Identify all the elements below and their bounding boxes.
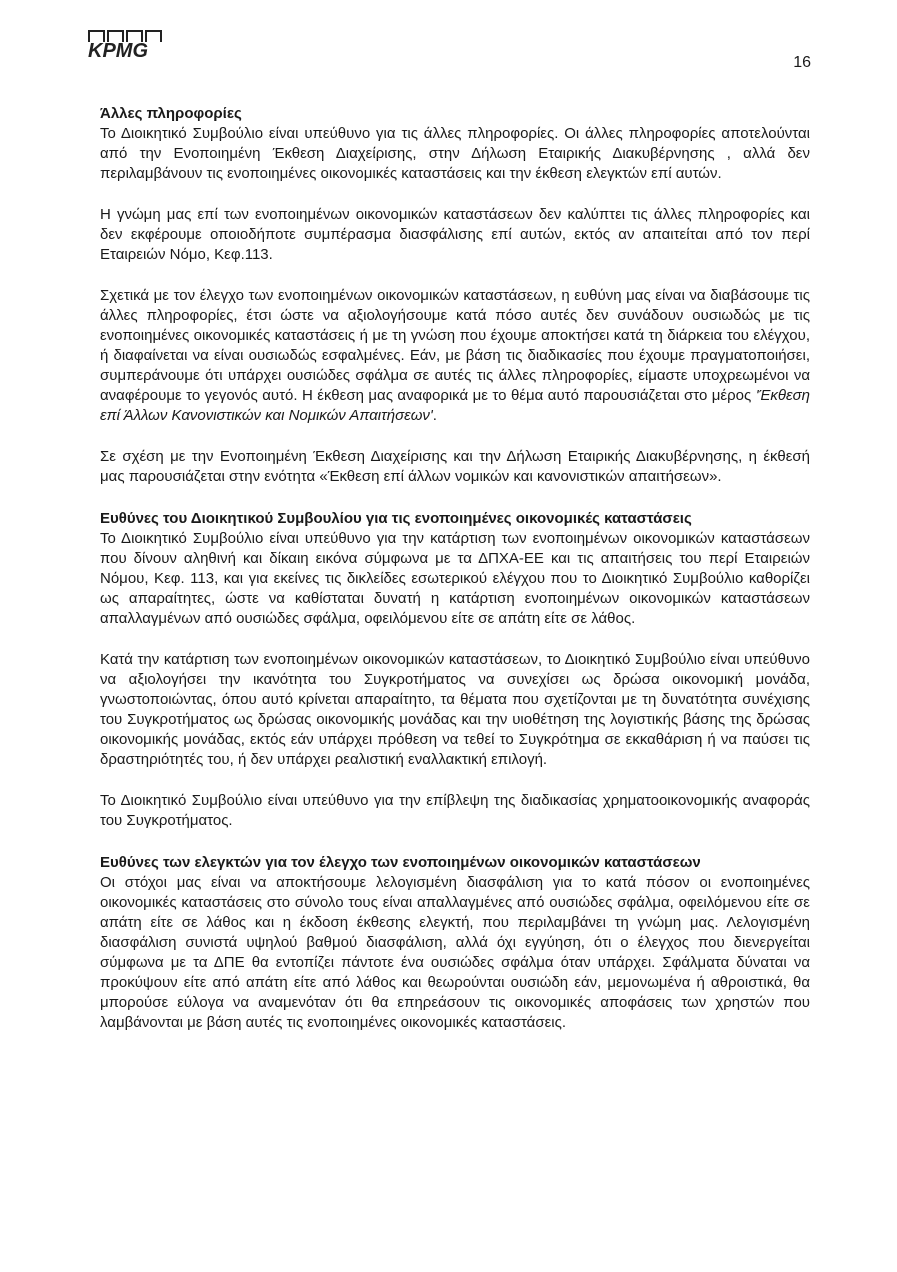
- paragraph: Το Διοικητικό Συμβούλιο είναι υπεύθυνο για τις άλλες πληροφορίες. Οι άλλες πληροφορίες αποτελούνται από την Ενοποιημένη Έκθεση Διαχείρισης, στην Δήλωση Εταιρικής Διακυβέρνησης , αλλά δεν περιλαμβάνουν τις ενοποιημένες οικονομικές καταστάσεις και την έκθεση ελεγκτών επί αυτών.: [100, 125, 810, 182]
- paragraph: Σε σχέση με την Ενοποιημένη Έκθεση Διαχείρισης και την Δήλωση Εταιρικής Διακυβέρνησης, η έκθεσή μας παρουσιάζεται στην ενότητα «Έκθεση επί άλλων νομικών και κανονιστικών απαιτήσεων».: [100, 448, 810, 485]
- section-other-information: [100, 104, 810, 487]
- heading-auditor-responsibilities: Ευθύνες των ελεγκτών για τον έλεγχο των ενοποιημένων οικονομικών καταστάσεων: [100, 854, 701, 871]
- paragraph: Οι στόχοι μας είναι να αποκτήσουμε λελογισμένη διασφάλιση για το κατά πόσον οι ενοποιημένες οικονομικές καταστάσεις στο σύνολο τους είναι απαλλαγμένες από ουσιώδες σφάλμα, οφειλόμενου είτε σε απάτη είτε σε λάθος και η έκδοση έκθεσης ελεγκτή, που περιλαμβάνει τη γνώμη μας. Λελογισμένη διασφάλιση συνιστά υψηλού βαθμού διασφάλιση, αλλά όχι εγγύηση, ότι ο έλεγχος που διενεργείται σύμφωνα με τα ΔΠΕ θα εντοπίζει πάντοτε ένα ουσιώδες σφάλμα όταν υπάρχει. Σφάλματα δύναται να προκύψουν είτε από απάτη είτε από λάθος και θεωρούνται ουσιώδη εάν, μεμονωμένα ή αθροιστικά, θα μπορούσε εύλογα να αναμενόταν ότι θα επηρεάσουν τις οικονομικές αποφάσεις των χρηστών που λαμβάνονται με βάση αυτές τις ενοποιημένες οικονομικές καταστάσεις.: [100, 874, 810, 1031]
- paragraph: Το Διοικητικό Συμβούλιο είναι υπεύθυνο για την κατάρτιση των ενοποιημένων οικονομικών καταστάσεων που δίνουν αληθινή και δίκαιη εικόνα σύμφωνα με τα ΔΠΧΑ-ΕΕ και τις απαιτήσεις του περί Εταιρειών Νόμου, Κεφ. 113, και για εκείνες τις δικλείδες εσωτερικού ελέγχου που το Διοικητικό Συμβούλιο καθορίζει ως απαραίτητες, ώστε να καθίσταται δυνατή η κατάρτιση ενοποιημένων οικονομικών καταστάσεων απαλλαγμένων από ουσιώδες σφάλμα, οφειλόμενου είτε σε απάτη είτε σε λάθος.: [100, 530, 810, 627]
- kpmg-logo: [88, 30, 168, 64]
- heading-other-information: Άλλες πληροφορίες: [100, 105, 242, 122]
- paragraph: Το Διοικητικό Συμβούλιο είναι υπεύθυνο για την επίβλεψη της διαδικασίας χρηματοοικονομικής αναφοράς του Συγκροτήματος.: [100, 792, 810, 829]
- paragraph: Κατά την κατάρτιση των ενοποιημένων οικονομικών καταστάσεων, το Διοικητικό Συμβούλιο είναι υπεύθυνο να αξιολογήσει την ικανότητα του Συγκροτήματος να συνεχίσει ως δρώσα οικονομική μονάδα, γνωστοποιώντας, όπου αυτό κρίνεται απαραίτητο, τα θέματα που σχετίζονται με τη δυνατότητα συνέχισης του Συγκροτήματος ως δρώσας οικονομικής μονάδας και την υιοθέτηση της λογιστικής βάσης της δρώσας οικονομικής μονάδας, εκτός εάν υπάρχει πρόθεση να τεθεί το Συγκρότημα σε εκκαθάριση ή να παύσει τις δραστηριότητές του, ή δεν υπάρχει ρεαλιστική εναλλακτική επιλογή.: [100, 651, 810, 768]
- page-number: 16: [793, 54, 811, 71]
- paragraph-text: Σχετικά με τον έλεγχο των ενοποιημένων οικονομικών καταστάσεων, η ευθύνη μας είναι να διαβάσουμε τις άλλες πληροφορίες, έτσι ώστε να αξιολογήσουμε κατά πόσο αυτές δεν συνάδουν ουσιωδώς με τις ενοποιημένες οικονομικές καταστάσεις ή με τη γνώση που έχουμε αποκτήσει κατά τη διάρκεια του ελέγχου, ή διαφαίνεται να είναι ουσιωδώς εσφαλμένες. Εάν, με βάση τις διαδικασίες που έχουμε πραγματοποιήσει, συμπεράνουμε ότι υπάρχει ουσιώδες σφάλμα σε αυτές τις άλλες πληροφορίες, είμαστε υποχρεωμένοι να αναφέρουμε το γεγονός αυτό. Η έκθεση μας αναφορικά με το θέμα αυτό παρουσιάζεται στο μέρος: [100, 287, 810, 404]
- paragraph: [100, 286, 810, 426]
- section-board-responsibilities: [100, 509, 810, 831]
- document-body: [100, 104, 810, 1054]
- logo-text: KPMG: [88, 40, 148, 62]
- heading-board-responsibilities: Ευθύνες του Διοικητικού Συμβουλίου για τις ενοποιημένες οικονομικές καταστάσεις: [100, 510, 692, 527]
- section-auditor-responsibilities: [100, 853, 810, 1033]
- paragraph: Η γνώμη μας επί των ενοποιημένων οικονομικών καταστάσεων δεν καλύπτει τις άλλες πληροφορίες και δεν εκφέρουμε οποιοδήποτε συμπέρασμα διασφάλισης επί αυτών, εκτός αν απαιτείται από τον περί Εταιρειών Νόμο, Κεφ.113.: [100, 206, 810, 263]
- paragraph-text-end: .: [432, 407, 437, 424]
- paragraph-italic-reference: 'Έκθεση επί Άλλων Κανονιστικών και Νομικών Απαιτήσεων': [100, 387, 810, 424]
